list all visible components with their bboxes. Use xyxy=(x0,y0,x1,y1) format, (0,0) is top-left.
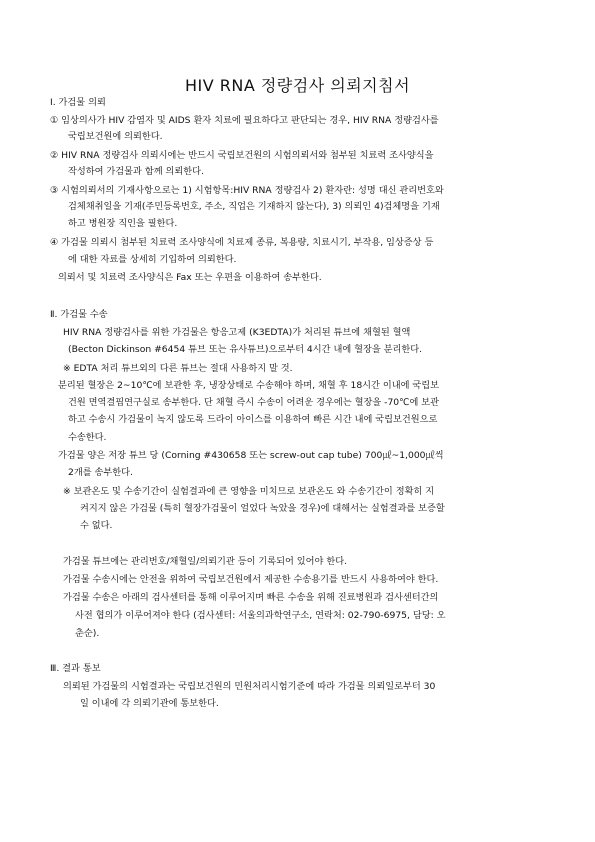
list-item: ③ 시험의뢰서의 기재사항으로는 1) 시험항목:HIV RNA 정량검사 2) 환자란: 성명 대신 관리번호와 xyxy=(50,185,444,196)
paragraph-line: 켜지지 않은 가검물 (특히 혈장가검물이 얼었다 녹았을 경우)에 대해서는 실험결과를 보증할 xyxy=(80,503,445,514)
section-heading: Ⅰ. 가검물 의뢰 xyxy=(50,97,106,108)
list-item: ② HIV RNA 정량검사 의뢰시에는 반드시 국립보건원의 시험의뢰서와 첨부된 치료력 조사양식을 xyxy=(50,150,434,161)
paragraph-line: 일 이내에 각 의뢰기관에 통보한다. xyxy=(80,698,219,709)
list-item: 의뢰서 및 치료력 조사양식은 Fax 또는 우편을 이용하여 송부한다. xyxy=(58,272,322,283)
section-heading: Ⅲ. 결과 통보 xyxy=(50,663,101,674)
list-item: 하고 병원장 직인을 필한다. xyxy=(68,218,178,229)
section-heading: Ⅱ. 가검물 수송 xyxy=(50,309,108,320)
paragraph-line: 의뢰된 가검물의 시험결과는 국립보건원의 민원처리시험기준에 따라 가검물 의뢰일로부터 30 xyxy=(63,681,436,692)
paragraph-line: 가검물 수송시에는 안전을 위하여 국립보건원에서 제공한 수송용기를 반드시 사용하여야 한다. xyxy=(63,574,439,585)
paragraph-line: (Becton Dickinson #6454 튜브 또는 유사튜브)으로부터 4시간 내에 혈장을 분리한다. xyxy=(68,344,423,355)
paragraph-line: 건원 면역결핍연구실로 송부한다. 단 채혈 즉시 수송이 어려운 경우에는 혈장을 -70℃에 보관 xyxy=(68,397,439,408)
paragraph-line: 사전 협의가 이루어져야 한다 (검사센터: 서울의과학연구소, 연락처: 02-790-6975, 담당: 오 xyxy=(75,610,446,621)
list-item: ④ 가검물 의뢰시 첨부된 치료력 조사양식에 치료제 종류, 복용량, 치료시기, 부작용, 임상증상 등 xyxy=(50,237,434,248)
list-item: ① 임상의사가 HIV 감염자 및 AIDS 환자 치료에 필요하다고 판단되는 경우, HIV RNA 정량검사를 xyxy=(50,115,439,126)
paragraph-line: 하고 수송시 가검물이 녹지 않도록 드라이 아이스를 이용하여 빠른 시간 내에 국립보건원으로 xyxy=(68,414,438,425)
paragraph-line: 2개를 송부한다. xyxy=(68,467,133,478)
paragraph-line: 수송한다. xyxy=(68,432,107,443)
document-title: HIV RNA 정량검사 의뢰지침서 xyxy=(184,76,411,95)
paragraph-line: ※ EDTA 처리 튜브외의 다른 튜브는 절대 사용하지 말 것. xyxy=(63,363,293,374)
list-item: 국립보건원에 의뢰한다. xyxy=(68,131,163,142)
paragraph-line: 가검물 튜브에는 관리번호/채혈일/의뢰기관 등이 기록되어 있어야 한다. xyxy=(63,556,348,567)
paragraph-line: 가검물 수송은 아래의 검사센터를 통해 이루어지며 빠른 수송을 위해 진료병원과 검사센터간의 xyxy=(63,592,439,603)
paragraph-line: 춘순). xyxy=(75,628,100,639)
paragraph-line: HIV RNA 정량검사를 위한 가검물은 항응고제 (K3EDTA)가 처리된 튜브에 채혈된 혈액 xyxy=(63,327,411,338)
paragraph-line: ※ 보관온도 및 수송기간이 실험결과에 큰 영향을 미치므로 보관온도 와 수송기간이 정확히 지 xyxy=(63,486,435,497)
list-item: 에 대한 자료를 상세히 기입하여 의뢰한다. xyxy=(68,254,237,265)
paragraph-line: 수 없다. xyxy=(80,520,113,531)
paragraph-line: 가검물 양은 저장 튜브 당 (Corning #430658 또는 screw-out cap tube) 700㎕~1,000㎕씩 xyxy=(58,450,444,461)
paragraph-line: 분리된 혈장은 2~10℃에 보관한 후, 냉장상태로 수송해야 하며, 채혈 후 18시간 이내에 국립보 xyxy=(58,380,440,391)
list-item: 검체채취일을 기재(주민등록번호, 주소, 직업은 기재하지 않는다), 3) 의뢰인 4)검체명을 기재 xyxy=(68,201,440,212)
list-item: 작성하여 가검물과 함께 의뢰한다. xyxy=(68,166,204,177)
